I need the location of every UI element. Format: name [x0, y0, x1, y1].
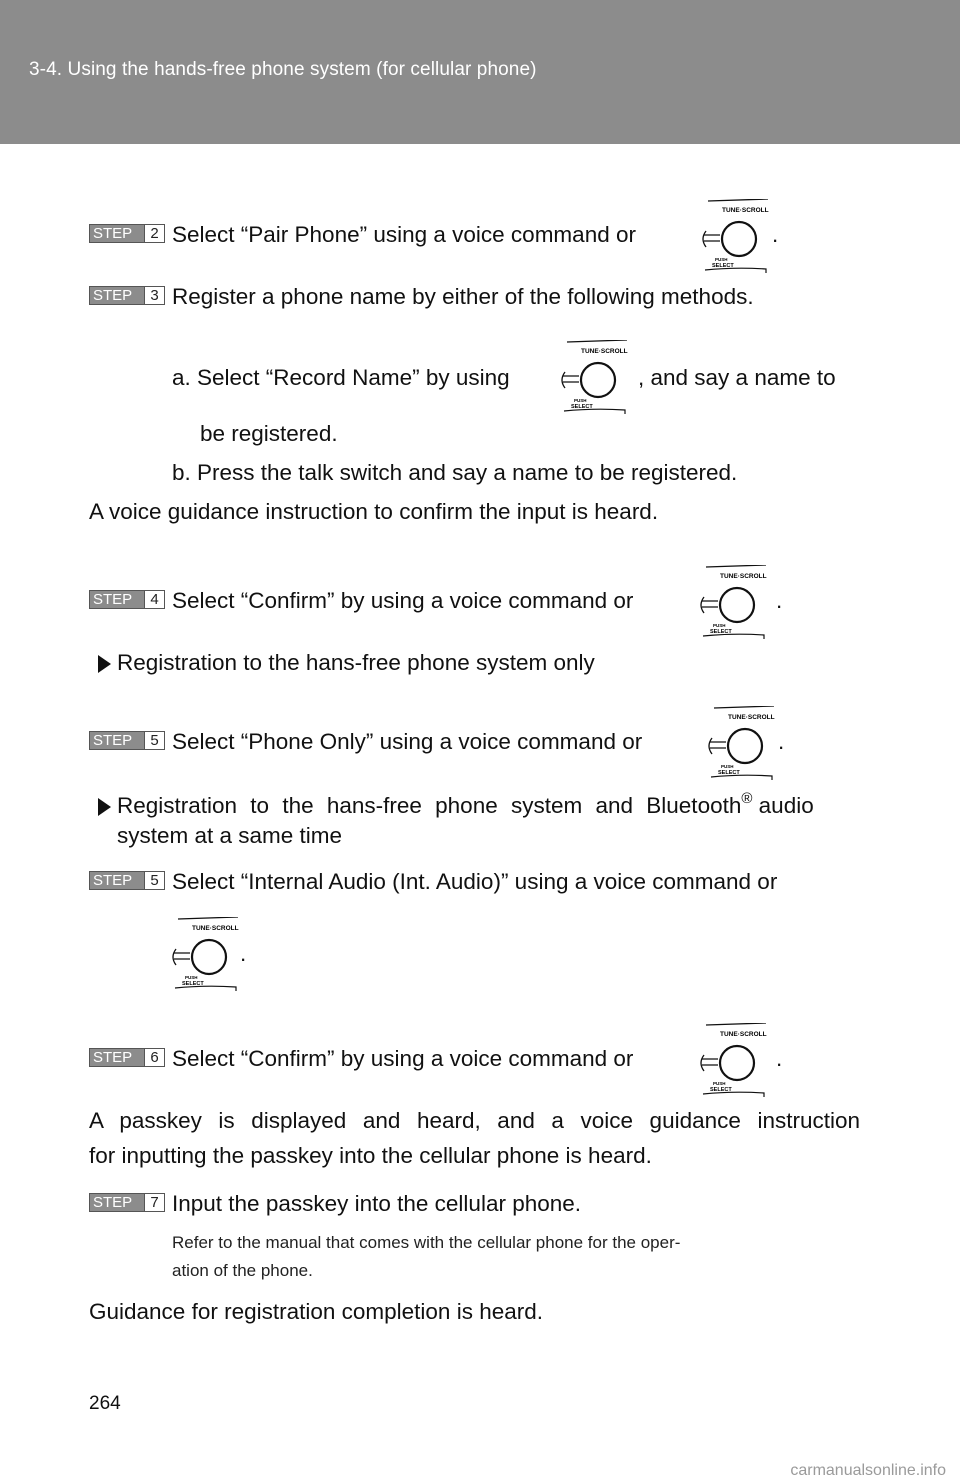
step6-text: Select “Confirm” by using a voice command or: [172, 1046, 634, 1071]
note-completion: Guidance for registration completion is heard.: [89, 1299, 543, 1324]
step-badge: STEP 3: [89, 286, 165, 305]
step7-note: Refer to the manual that comes with the cellular phone for the oper-: [172, 1233, 681, 1252]
bullet-phone-and-audio: [117, 790, 860, 822]
tune-scroll-knob-icon: [170, 917, 247, 995]
tune-scroll-knob-icon: [559, 340, 633, 418]
tune-scroll-knob-icon: [698, 565, 772, 643]
svg-text:SELECT: SELECT: [710, 629, 732, 635]
svg-text:SELECT: SELECT: [571, 404, 593, 410]
step3-option-a: a. Select “Record Name” by using: [172, 365, 510, 390]
bullet-arrow-icon: [98, 655, 111, 673]
step6-end: .: [776, 1046, 783, 1071]
section-title: 3-4. Using the hands-free phone system (for cellular phone): [29, 59, 537, 80]
step2-end: .: [772, 222, 779, 247]
step-badge: STEP 5: [89, 731, 165, 750]
step5-internal-audio-end: .: [240, 941, 247, 966]
step2-text: Select “Pair Phone” using a voice command or: [172, 222, 636, 247]
step-badge: STEP 6: [89, 1048, 165, 1067]
step3-option-a-end: be registered.: [200, 421, 338, 446]
registered-mark: ®: [741, 790, 753, 807]
svg-text:SELECT: SELECT: [718, 770, 740, 776]
step5-internal-audio-text: Select “Internal Audio (Int. Audio)” using a voice command or: [172, 869, 778, 894]
step-badge: STEP 2: [89, 224, 165, 243]
svg-text:PUSH: PUSH: [574, 398, 587, 403]
svg-text:TUNE·SCROLL: TUNE·SCROLL: [581, 348, 628, 355]
svg-text:SELECT: SELECT: [182, 981, 204, 987]
step5-phone-only-text: Select “Phone Only” using a voice command or: [172, 729, 643, 754]
bullet-text-main: Registration to the hans-free phone system and Bluetooth: [117, 793, 742, 818]
svg-text:PUSH: PUSH: [713, 1081, 726, 1086]
step5-phone-only-end: .: [778, 729, 785, 754]
bullet-phone-and-audio-cont: system at a same time: [117, 823, 343, 848]
step3-option-a-cont: , and say a name to: [638, 365, 836, 390]
page-number: 264: [89, 1393, 121, 1414]
svg-text:TUNE·SCROLL: TUNE·SCROLL: [720, 1031, 767, 1038]
svg-text:TUNE·SCROLL: TUNE·SCROLL: [720, 573, 767, 580]
watermark: carmanualsonline.info: [790, 1462, 946, 1479]
step7-text: Input the passkey into the cellular phone.: [172, 1191, 582, 1216]
step3-text: Register a phone name by either of the following methods.: [172, 284, 754, 309]
step-badge: STEP 4: [89, 590, 165, 609]
step7-note-cont: ation of the phone.: [172, 1261, 313, 1280]
svg-text:TUNE·SCROLL: TUNE·SCROLL: [192, 925, 239, 932]
svg-text:PUSH: PUSH: [715, 257, 728, 262]
bullet-phone-only: Registration to the hans-free phone system only: [117, 650, 595, 675]
note-confirm-input: A voice guidance instruction to confirm the input is heard.: [89, 499, 659, 524]
step3-option-b: b. Press the talk switch and say a name to be registered.: [172, 460, 738, 485]
svg-text:SELECT: SELECT: [712, 263, 734, 269]
svg-text:SELECT: SELECT: [710, 1087, 732, 1093]
step4-end: .: [776, 588, 783, 613]
note-passkey: A passkey is displayed and heard, and a voice guidance instruction: [89, 1108, 860, 1133]
svg-text:PUSH: PUSH: [721, 764, 734, 769]
tune-scroll-knob-icon: [706, 706, 780, 784]
svg-text:PUSH: PUSH: [713, 623, 726, 628]
note-passkey-cont: for inputting the passkey into the cellular phone is heard.: [89, 1143, 652, 1168]
tune-scroll-knob-icon: [698, 1023, 772, 1101]
step4-text: Select “Confirm” by using a voice command or: [172, 588, 634, 613]
svg-text:TUNE·SCROLL: TUNE·SCROLL: [722, 207, 769, 214]
svg-text:TUNE·SCROLL: TUNE·SCROLL: [728, 714, 775, 721]
svg-text:PUSH: PUSH: [185, 975, 198, 980]
step-badge: STEP 5: [89, 871, 165, 890]
bullet-text-audio: audio: [752, 793, 814, 818]
section-header: [0, 0, 960, 144]
step-badge: STEP 7: [89, 1193, 165, 1212]
tune-scroll-knob-icon: [700, 199, 774, 277]
bullet-arrow-icon: [98, 798, 111, 816]
